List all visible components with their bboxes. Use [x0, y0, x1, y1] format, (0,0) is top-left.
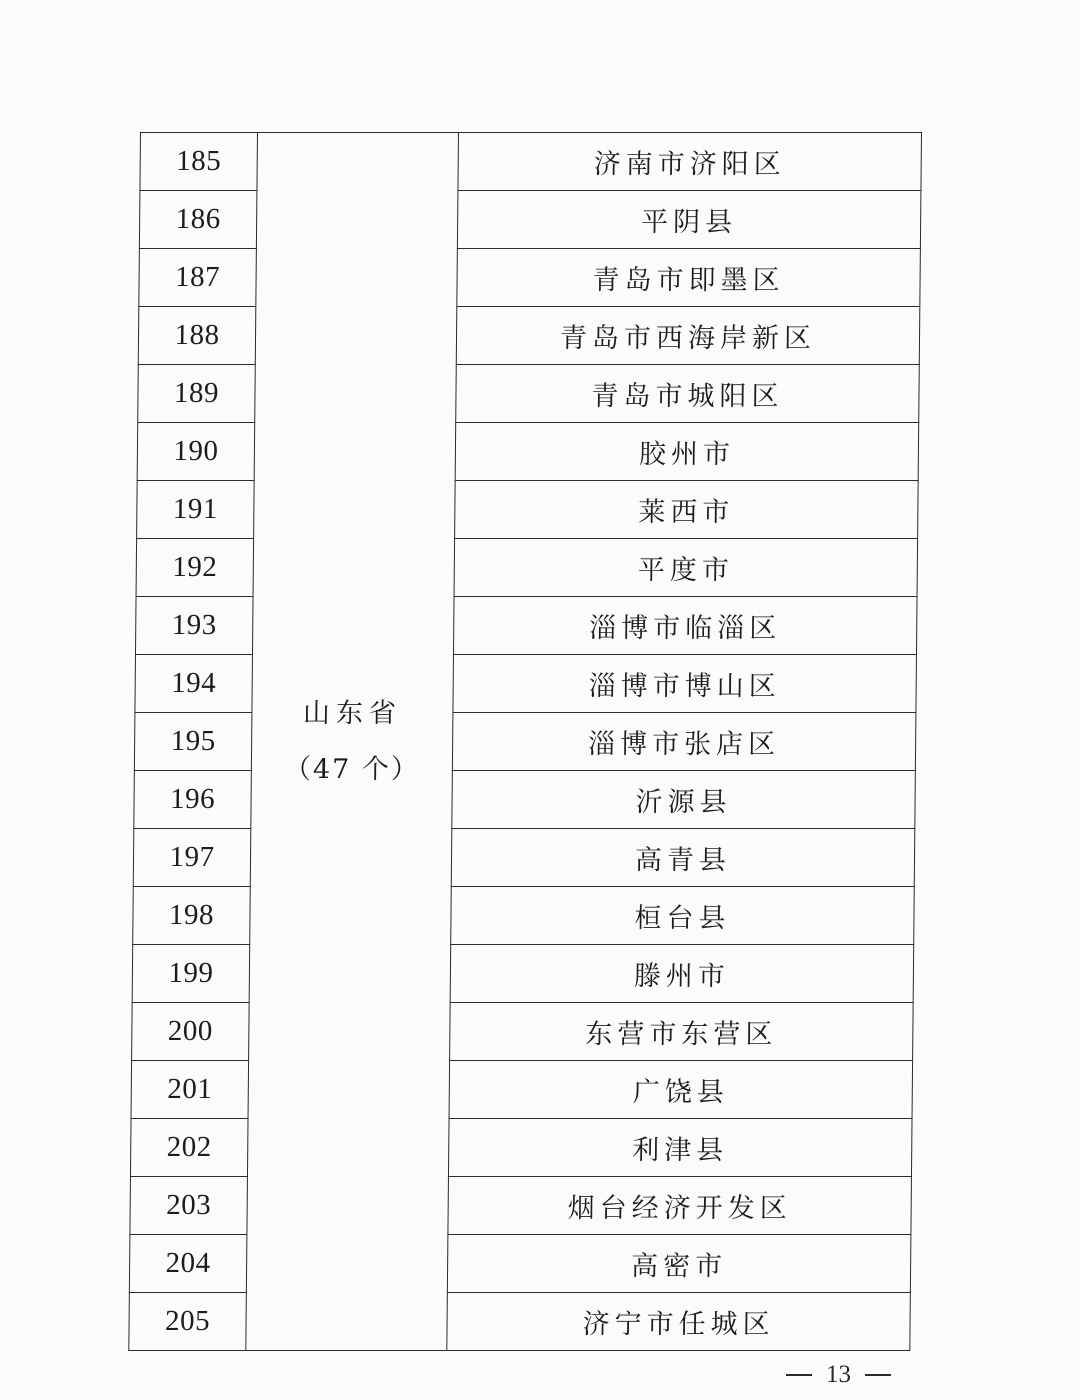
row-number: 201: [131, 1061, 249, 1119]
region-table-wrapper: [128, 132, 922, 1340]
region-name: 济南市济阳区: [458, 133, 922, 191]
province-cell: [246, 133, 459, 1351]
row-number: 188: [138, 307, 256, 365]
page-footer: [786, 1358, 906, 1392]
row-number: 190: [137, 423, 255, 481]
footer-dash-left: [786, 1374, 812, 1376]
region-name: 高密市: [447, 1235, 911, 1293]
row-number: 189: [138, 365, 256, 423]
row-number: 193: [135, 597, 253, 655]
row-number: 192: [136, 539, 254, 597]
region-name: 桓台县: [451, 887, 915, 945]
region-name: 淄博市临淄区: [453, 597, 917, 655]
region-name: 高青县: [451, 829, 915, 887]
region-name: 青岛市城阳区: [456, 365, 920, 423]
region-name: 利津县: [448, 1119, 912, 1177]
row-number: 204: [129, 1235, 247, 1293]
province-name: 山东省: [302, 697, 403, 729]
region-table: [128, 132, 922, 1351]
region-name: 青岛市西海岸新区: [456, 307, 920, 365]
row-number: 200: [132, 1003, 250, 1061]
region-name: 广饶县: [449, 1061, 913, 1119]
row-number: 186: [139, 191, 257, 249]
row-number: 197: [133, 829, 251, 887]
region-table-body: [129, 133, 922, 1351]
region-name: 平阴县: [457, 191, 921, 249]
row-number: 198: [133, 887, 251, 945]
region-name: 滕州市: [450, 945, 914, 1003]
region-name: 平度市: [454, 539, 918, 597]
row-number: 203: [130, 1177, 248, 1235]
region-name: 济宁市任城区: [447, 1293, 911, 1351]
row-number: 202: [130, 1119, 248, 1177]
row-number: 199: [132, 945, 250, 1003]
row-number: 194: [135, 655, 253, 713]
page-number: 13: [826, 1361, 851, 1388]
region-name: 淄博市博山区: [453, 655, 917, 713]
region-name: 沂源县: [452, 771, 916, 829]
row-number: 205: [129, 1293, 247, 1351]
row-number: 195: [134, 713, 252, 771]
region-name: 胶州市: [455, 423, 919, 481]
footer-dash-right: [865, 1374, 891, 1376]
region-name: 青岛市即墨区: [457, 249, 921, 307]
region-name: 烟台经济开发区: [448, 1177, 912, 1235]
region-name: 东营市东营区: [450, 1003, 914, 1061]
table-row: [140, 133, 922, 191]
region-name: 莱西市: [455, 481, 919, 539]
region-name: 淄博市张店区: [452, 713, 916, 771]
row-number: 185: [140, 133, 258, 191]
province-count: （47 个）: [283, 753, 421, 785]
row-number: 191: [137, 481, 255, 539]
row-number: 187: [139, 249, 257, 307]
row-number: 196: [134, 771, 252, 829]
